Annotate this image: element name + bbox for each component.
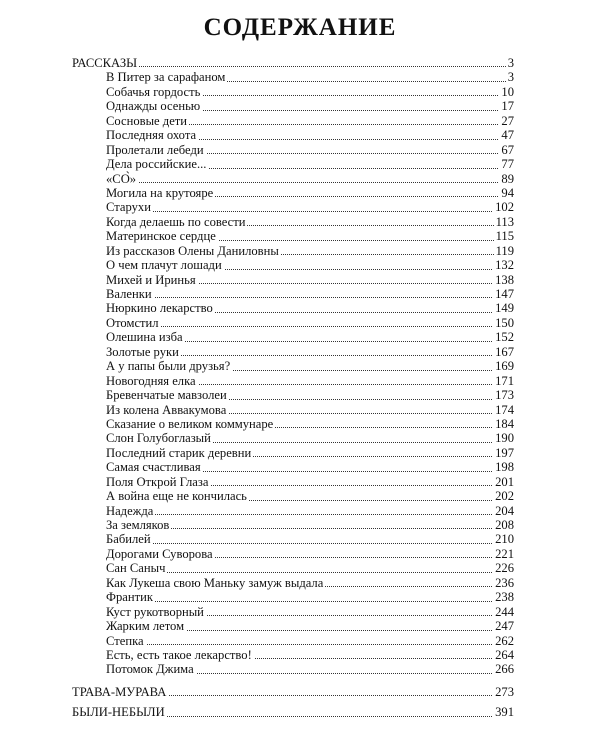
toc-story-title: Пролетали лебеди [106, 142, 204, 157]
leader-dots [106, 297, 514, 298]
toc-page-number: 173 [495, 388, 514, 403]
toc-page-number: 10 [501, 84, 514, 99]
toc-story-row[interactable] [0, 576, 600, 590]
toc-page-number: 3 [507, 70, 514, 85]
toc-story-row[interactable] [0, 287, 600, 301]
toc-section-row[interactable] [0, 56, 600, 70]
toc-story-row[interactable] [0, 547, 600, 561]
toc-story-row[interactable] [0, 475, 600, 489]
toc-story-row[interactable] [0, 605, 600, 619]
toc-story-title: Жарким летом [106, 619, 185, 634]
toc-page-number: 169 [495, 359, 514, 374]
toc-page-number: 132 [495, 258, 514, 273]
toc-story-row[interactable] [0, 518, 600, 532]
toc-story-row[interactable] [0, 359, 600, 373]
leader-dots [106, 514, 514, 515]
toc-page-number: 238 [495, 590, 514, 605]
toc-story-title: Слон Голубоглазый [106, 431, 211, 446]
toc-story-title: Золотые руки [106, 344, 179, 359]
toc-story-title: Отомстил [106, 315, 159, 330]
leader-dots [106, 182, 514, 183]
toc-story-title: Старухи [106, 200, 151, 215]
toc-story-row[interactable] [0, 85, 600, 99]
toc-page-number: 204 [495, 503, 514, 518]
toc-page-number: 17 [501, 99, 514, 114]
toc-story-title: Последняя охота [106, 128, 197, 143]
toc-story-row[interactable] [0, 99, 600, 113]
toc-story-row[interactable] [0, 229, 600, 243]
toc-story-title: Новогодняя елка [106, 373, 196, 388]
story-list [0, 70, 600, 676]
toc-story-title: Валенки [106, 287, 152, 301]
toc-story-title: Последний старик деревни [106, 445, 252, 460]
toc-page-number: 119 [495, 243, 514, 258]
toc-story-title: Дела российские... [106, 157, 207, 172]
toc-story-title: Степка [106, 633, 144, 648]
toc-story-title: Франтик [106, 590, 153, 605]
toc-story-row[interactable] [0, 634, 600, 648]
toc-story-title: О чем плачут лошади [106, 258, 222, 273]
toc-page-number: 147 [495, 287, 514, 301]
leader-dots [106, 326, 514, 327]
leader-dots [106, 644, 514, 645]
leader-dots [106, 543, 514, 544]
leader-dots [106, 601, 514, 602]
page-title: СОДЕРЖАНИЕ [203, 14, 397, 41]
toc-story-title: В Питер за сарафаном [106, 70, 226, 85]
toc-page-number: 77 [501, 157, 514, 172]
toc-page-number: 202 [495, 489, 514, 504]
toc-page-number: 201 [495, 474, 514, 489]
toc-story-title: Бревенчатые мавзолеи [106, 388, 227, 403]
toc-page-number: 115 [495, 229, 514, 244]
toc-page-number: 167 [495, 344, 514, 359]
toc-story-row[interactable] [0, 215, 600, 229]
toc-page-number: 190 [495, 431, 514, 446]
toc-story-row[interactable] [0, 200, 600, 214]
toc-story-row[interactable] [0, 489, 600, 503]
toc-page-number: 262 [495, 633, 514, 648]
leader-dots [106, 211, 514, 212]
toc-story-row[interactable] [0, 143, 600, 157]
toc-story-row[interactable] [0, 157, 600, 171]
toc-story-title: Когда делаешь по совести [106, 214, 246, 229]
toc-story-title: Могила на крутояре [106, 185, 214, 200]
toc-story-row[interactable] [0, 114, 600, 128]
toc-story-row[interactable] [0, 172, 600, 186]
toc-page-number: 149 [495, 301, 514, 316]
toc-page-number: 273 [495, 684, 514, 699]
toc-story-row[interactable] [0, 70, 600, 84]
toc-story-row[interactable] [0, 662, 600, 676]
toc-story-row[interactable] [0, 258, 600, 272]
toc-page-number: 221 [495, 546, 514, 561]
toc-page-number: 174 [495, 402, 514, 417]
toc-story-title: Надежда [106, 503, 154, 518]
toc-story-row[interactable] [0, 532, 600, 546]
toc-story-title: Есть, есть такое лекарство! [106, 647, 252, 662]
toc-story-title: Самая счастливая [106, 460, 201, 475]
toc-story-title: Из рассказов Олены Даниловны [106, 243, 279, 258]
toc-story-title: Материнское сердце [106, 229, 216, 244]
toc-page-number: 264 [495, 647, 514, 662]
toc-story-title: Сан Саныч [106, 561, 166, 576]
toc-page-number: 138 [495, 272, 514, 287]
toc-page-number: 150 [495, 315, 514, 330]
toc-story-row[interactable] [0, 301, 600, 315]
toc-story-row[interactable] [0, 345, 600, 359]
toc-story-row[interactable] [0, 446, 600, 460]
toc-page-number: 89 [501, 171, 514, 186]
toc-page-number: 113 [495, 214, 514, 229]
toc-section-title: РАССКАЗЫ [72, 56, 138, 70]
toc-page-number: 391 [495, 705, 514, 720]
toc-story-title: Потомок Джима [106, 662, 194, 677]
toc-page-number: 244 [495, 604, 514, 619]
toc-story-title: Поля Открой Глаза [106, 474, 209, 489]
toc-story-row[interactable] [0, 186, 600, 200]
toc-story-row[interactable] [0, 316, 600, 330]
table-of-contents [0, 56, 600, 720]
toc-story-title: Нюркино лекарство [106, 301, 213, 316]
toc-story-title: Олешина изба [106, 330, 183, 345]
toc-story-title: Сказание о великом коммунаре [106, 416, 274, 431]
toc-page-number: 226 [495, 561, 514, 576]
toc-story-row[interactable] [0, 561, 600, 575]
toc-page-number: 197 [495, 445, 514, 460]
toc-story-row[interactable] [0, 460, 600, 474]
toc-story-row[interactable] [0, 504, 600, 518]
toc-story-row[interactable] [0, 388, 600, 402]
toc-story-title: Собачья гордость [106, 84, 201, 99]
toc-page-number: 266 [495, 662, 514, 677]
toc-story-row[interactable] [0, 590, 600, 604]
toc-page-number: 94 [501, 185, 514, 200]
toc-story-title: Михей и Иринья [106, 272, 196, 287]
toc-story-title: Однажды осенью [106, 99, 201, 114]
toc-page-number: 152 [495, 330, 514, 345]
toc-page-number: 102 [495, 200, 514, 215]
toc-story-row[interactable] [0, 244, 600, 258]
toc-story-row[interactable] [0, 128, 600, 142]
toc-page-number: 247 [495, 619, 514, 634]
toc-section-title: ТРАВА-МУРАВА [72, 684, 167, 699]
toc-story-title: «СО̀» [106, 171, 137, 186]
toc-story-title: Куст рукотворный [106, 604, 204, 619]
toc-story-title: Бабилей [106, 532, 151, 547]
toc-story-title: Дорогами Суворова [106, 546, 213, 561]
toc-story-title: Сосновые дети [106, 113, 188, 128]
toc-story-row[interactable] [0, 431, 600, 445]
toc-story-row[interactable] [0, 648, 600, 662]
toc-story-title: За земляков [106, 518, 170, 532]
toc-story-title: А война еще не кончилась [106, 489, 247, 504]
toc-story-title: А у папы были друзья? [106, 359, 231, 374]
toc-page-number: 236 [495, 575, 514, 590]
toc-page-number: 171 [495, 373, 514, 388]
toc-story-row[interactable] [0, 374, 600, 388]
toc-page-number: 47 [501, 128, 514, 143]
toc-section-row[interactable] [0, 705, 600, 719]
toc-story-row[interactable] [0, 273, 600, 287]
toc-story-row[interactable] [0, 330, 600, 344]
toc-story-row[interactable] [0, 417, 600, 431]
toc-story-row[interactable] [0, 619, 600, 633]
toc-page-number: 3 [507, 56, 514, 70]
toc-story-title: Как Лукеша свою Маньку замуж выдала [106, 575, 324, 590]
toc-story-title: Из колена Аввакумова [106, 402, 227, 417]
toc-section-title: БЫЛИ-НЕБЫЛИ [72, 705, 165, 720]
spacer [0, 677, 600, 685]
toc-story-row[interactable] [0, 403, 600, 417]
toc-page-number: 198 [495, 460, 514, 475]
toc-page-number: 27 [501, 113, 514, 128]
toc-section-row[interactable] [0, 685, 600, 699]
toc-page-number: 184 [495, 416, 514, 431]
toc-page-number: 210 [495, 532, 514, 547]
toc-page-number: 208 [495, 518, 514, 532]
toc-page-number: 67 [501, 142, 514, 157]
